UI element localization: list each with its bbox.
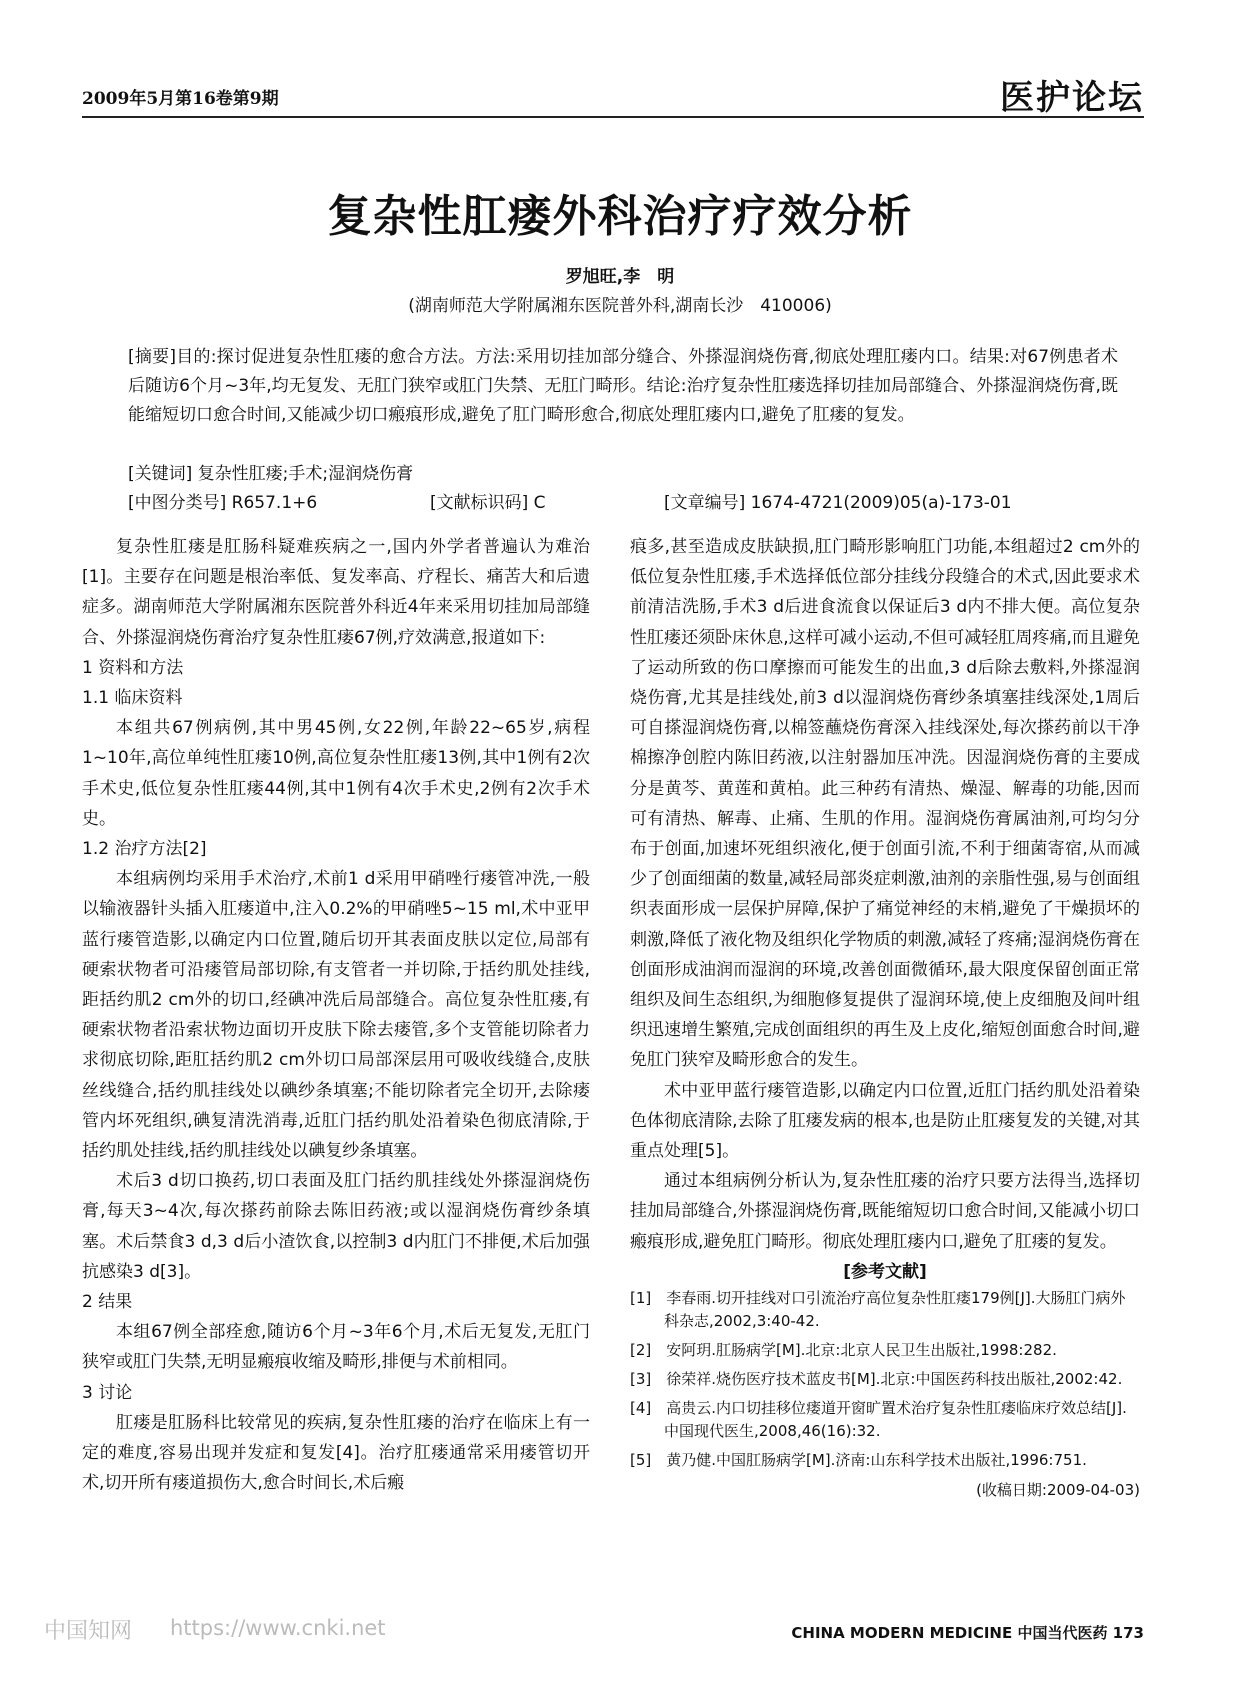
section-heading-results: 2 结果 xyxy=(82,1292,133,1313)
site-url: https://www.cnki.net xyxy=(170,1616,386,1640)
affiliation: (湖南师范大学附属湘东医院普外科,湖南长沙 410006) xyxy=(408,296,832,316)
abstract: [摘要]目的:探讨促进复杂性肛瘘的愈合方法。方法:采用切挂加部分缝合、外搽湿润烧伤膏,彻底处理肛瘘内口。结果:对67例患者术后随访6个月~3年,均无复发、无肛门狭窄或肛门失禁、无肛门畸形。结论:治疗复杂性肛瘘选择切挂加局部缝合、外搽湿润烧伤膏,既能缩短切口愈合时间,又能减少切口瘢痕形成,避免了肛门畸形愈合,彻底处理肛瘘内口,避免了肛瘘的复发。 xyxy=(128,347,1118,425)
discussion-continued: 痕多,甚至造成皮肤缺损,肛门畸形影响肛门功能,本组超过2 cm外的低位复杂性肛瘘,手术选择低位部分挂线分段缝合的术式,因此要求术前清洁洗肠,手术3 d后进食流食以保证后3 d内不排大便。高位复杂性肛瘘还须卧床休息,这样可减小运动,不但可减轻肛周疼痛,而且避免了运动所致的伤口摩擦而可能发生的出血,3 d后除去敷料,外搽湿润烧伤膏,尤其是挂线处,前3 d以湿润烧伤膏纱条填塞挂线深处,1周后可自搽湿润烧伤膏,以棉签蘸烧伤膏深入挂线深处,每次搽药前以干净棉擦净创腔内陈旧药液,以注射器加压冲洗。因湿润烧伤膏的主要成分是黄芩、黄莲和黄柏。此三种药有清热、燥湿、解毒的功能,因而可有清热、解毒、止痛、生肌的作用。湿润烧伤膏属油剂,可均匀分布于创面,加速坏死组织液化,便于创面引流,不利于细菌寄宿,从而减少了创面细菌的数量,减轻局部炎症刺激,油剂的亲脂性强,易与创面组织表面形成一层保护屏障,保护了痛觉神经的末梢,避免了干燥损坏的刺激,降低了液化物及组织化学物质的刺激,减轻了疼痛;湿润烧伤膏在创面形成油润而湿润的环境,改善创面微循环,最大限度保留创面正常组织及间生态组织,为细胞修复提供了湿润环境,使上皮细胞及间叶组织迅速增生繁殖,完成创面组织的再生及上皮化,缩短创面愈合时间,避免肛门狭窄及畸形愈合的发生。 xyxy=(630,537,1140,1071)
received-date: (收稿日期:2009-04-03) xyxy=(976,1480,1140,1499)
article-number: [文章编号] 1674-4721(2009)05(a)-173-01 xyxy=(664,493,1012,513)
right-column xyxy=(630,532,1140,1502)
reference-item: [2] 安阿玥.肛肠病学[M].北京:北京人民卫生出版社,1998:282. xyxy=(630,1340,1057,1359)
issue-info: 2009年5月第16卷第9期 xyxy=(82,89,279,109)
keywords: [关键词] 复杂性肛瘘;手术;湿润烧伤膏 xyxy=(128,464,414,484)
left-column xyxy=(82,532,590,1499)
section-heading-methods: 1 资料和方法 xyxy=(82,657,184,678)
discussion-paragraph-2: 术中亚甲蓝行瘘管造影,以确定内口位置,近肛门括约肌处沿着染色体彻底清除,去除了肛瘘发病的根本,也是防止肛瘘复发的关键,对其重点处理[5]。 xyxy=(630,1080,1140,1162)
results-paragraph: 本组67例全部痊愈,随访6个月~3年6个月,术后无复发,无肛门狭窄或肛门失禁,无明显瘢痕收缩及畸形,排便与术前相同。 xyxy=(82,1322,590,1373)
subsection-heading-treatment: 1.2 治疗方法[2] xyxy=(82,839,207,860)
site-watermark: 中国知网 xyxy=(44,1619,133,1644)
intro-paragraph: 复杂性肛瘘是肛肠科疑难疾病之一,国内外学者普遍认为难治[1]。主要存在问题是根治率低、复发率高、疗程长、痛苦大和后遗症多。湖南师范大学附属湘东医院普外科近4年来采用切挂加局部缝合、外搽湿润烧伤膏治疗复杂性肛瘘67例,疗效满意,报道如下: xyxy=(82,537,590,648)
discussion-paragraph: 肛瘘是肛肠科比较常见的疾病,复杂性肛瘘的治疗在临床上有一定的难度,容易出现并发症和复发[4]。治疗肛瘘通常采用瘘管切开术,切开所有瘘道损伤大,愈合时间长,术后瘢 xyxy=(82,1412,590,1494)
section-heading-discussion: 3 讨论 xyxy=(82,1382,133,1403)
column-title: 医护论坛 xyxy=(1000,78,1144,118)
treatment-paragraph: 本组病例均采用手术治疗,术前1 d采用甲硝唑行瘘管冲洗,一般以输液器针头插入肛瘘道中,注入0.2%的甲硝唑5~15 ml,术中亚甲蓝行瘘管造影,以确定内口位置,随后切开其表面皮肤以定位,局部有硬索状物者可沿瘘管局部切除,有支管者一并切除,于括约肌处挂线,距括约肌2 cm外的切口,经碘冲洗后局部缝合。高位复杂性肛瘘,有硬索状物者沿索状物边面切开皮肤下除去瘘管,多个支管能切除者力求彻底切除,距肛括约肌2 cm外切口局部深层用可吸收线缝合,皮肤丝线缝合,括约肌挂线处以碘纱条填塞;不能切除者完全切开,去除瘘管内坏死组织,碘复清洗消毒,近肛门括约肌处沿着染色彻底清除,于括约肌处挂线,括约肌挂线处以碘复纱条填塞。 xyxy=(82,869,590,1162)
postop-paragraph: 术后3 d切口换药,切口表面及肛门括约肌挂线处外搽湿润烧伤膏,每天3~4次,每次搽药前除去陈旧药液;或以湿润烧伤膏纱条填塞。术后禁食3 d,3 d后小渣饮食,以控制3 d内肛门不排便,术后加强抗感染3 d[3]。 xyxy=(82,1171,590,1282)
reference-item: [1] 李春雨.切开挂线对口引流治疗高位复杂性肛瘘179例[J].大肠肛门病外科杂志,2002,3:40-42. xyxy=(630,1288,1126,1330)
references-title: [参考文献] xyxy=(843,1261,927,1282)
journal-footer: CHINA MODERN MEDICINE 中国当代医药 173 xyxy=(791,1624,1144,1642)
header-rule xyxy=(82,116,1144,118)
subsection-heading-clinical: 1.1 临床资料 xyxy=(82,688,183,709)
article-title: 复杂性肛瘘外科治疗疗效分析 xyxy=(327,191,913,242)
reference-item: [3] 徐荣祥.烧伤医疗技术蓝皮书[M].北京:中国医药科技出版社,2002:42. xyxy=(630,1369,1123,1388)
reference-item: [5] 黄乃健.中国肛肠病学[M].济南:山东科学技术出版社,1996:751. xyxy=(630,1450,1087,1469)
clinical-paragraph: 本组共67例病例,其中男45例,女22例,年龄22~65岁,病程1~10年,高位单纯性肛瘘10例,高位复杂性肛瘘13例,其中1例有2次手术史,低位复杂性肛瘘44例,其中1例有4次手术史,2例有2次手术史。 xyxy=(82,718,590,829)
authors: 罗旭旺,李 明 xyxy=(565,267,675,287)
document-code: [文献标识码] C xyxy=(430,493,546,513)
reference-item: [4] 高贵云.内口切挂移位瘘道开窗旷置术治疗复杂性肛瘘临床疗效总结[J].中国现代医生,2008,46(16):32. xyxy=(630,1398,1127,1440)
clc-number: [中图分类号] R657.1+6 xyxy=(128,493,318,513)
conclusion-paragraph: 通过本组病例分析认为,复杂性肛瘘的治疗只要方法得当,选择切挂加局部缝合,外搽湿润烧伤膏,既能缩短切口愈合时间,又能减小切口瘢痕形成,避免肛门畸形。彻底处理肛瘘内口,避免了肛瘘的复发。 xyxy=(630,1171,1140,1252)
